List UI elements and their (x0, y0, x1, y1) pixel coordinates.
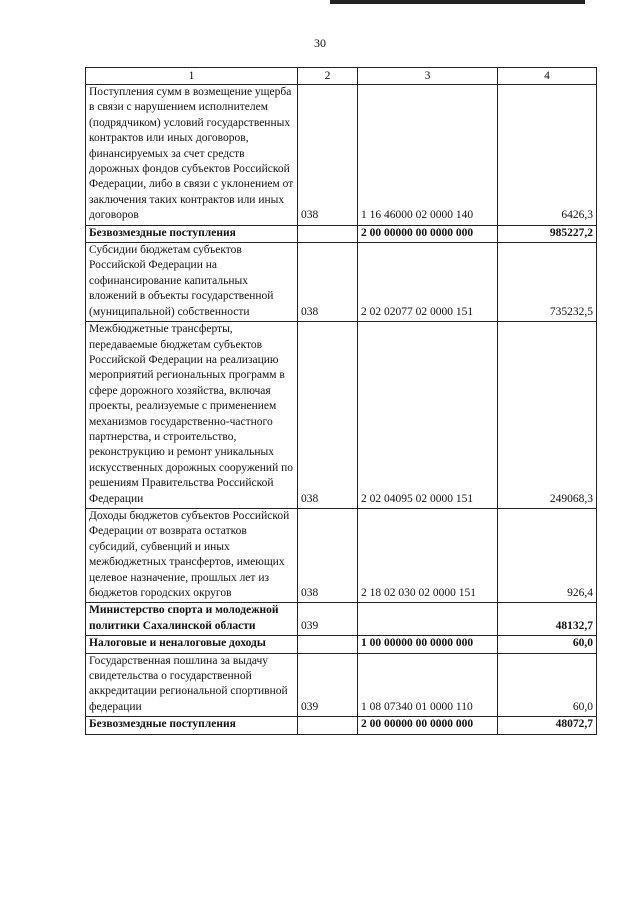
row-amount: 60,0 (498, 636, 597, 653)
row-kbk: 1 00 00000 00 0000 000 (358, 636, 498, 653)
table-row (86, 653, 597, 717)
row-kbk: 2 02 04095 02 0000 151 (358, 322, 498, 509)
row-code: 038 (298, 508, 358, 602)
row-name: Поступления сумм в возмещение ущерба в связи с нарушением исполнителем (подрядчиком) условий государственных контрактов или иных договоров, финансируемых за счет средств дорожных фондов субъектов Российской Федерации, либо в связи с уклонением от заключения таких контрактов или иных договоров (86, 85, 298, 226)
table-header-row (86, 68, 597, 85)
table-row (86, 603, 597, 636)
row-kbk: 1 16 46000 02 0000 140 (358, 85, 498, 226)
row-code (298, 717, 358, 734)
page-number: 30 (314, 36, 326, 50)
table-row (86, 225, 597, 242)
row-amount: 735232,5 (498, 243, 597, 322)
row-code: 039 (298, 603, 358, 636)
row-kbk: 2 02 02077 02 0000 151 (358, 243, 498, 322)
row-code (298, 225, 358, 242)
row-kbk: 2 18 02 030 02 0000 151 (358, 508, 498, 602)
table-row (86, 717, 597, 734)
row-code: 038 (298, 322, 358, 509)
row-amount: 48072,7 (498, 717, 597, 734)
row-kbk: 2 00 00000 00 0000 000 (358, 717, 498, 734)
row-code: 038 (298, 243, 358, 322)
row-name: Субсидии бюджетам субъектов Российской Федерации на софинансирование капитальных вложений в объекты государственной (муниципальной) собственности (86, 243, 298, 322)
row-name: Министерство спорта и молодежной политики Сахалинской области (86, 603, 298, 636)
row-code: 038 (298, 85, 358, 226)
revenue-table (85, 67, 597, 735)
row-code: 039 (298, 653, 358, 717)
row-code (298, 636, 358, 653)
row-kbk: 1 08 07340 01 0000 110 (358, 653, 498, 717)
table-row (86, 508, 597, 602)
row-name: Налоговые и неналоговые доходы (86, 636, 298, 653)
header-cell-4: 4 (498, 68, 597, 85)
row-name: Безвозмездные поступления (86, 717, 298, 734)
row-amount: 249068,3 (498, 322, 597, 509)
table-row (86, 85, 597, 226)
top-edge-bar (330, 0, 585, 4)
table-row (86, 636, 597, 653)
header-cell-2: 2 (298, 68, 358, 85)
row-kbk: 2 00 00000 00 0000 000 (358, 225, 498, 242)
row-name: Государственная пошлина за выдачу свидетельства о государственной аккредитации региональной спортивной федерации (86, 653, 298, 717)
row-amount: 60,0 (498, 653, 597, 717)
header-cell-3: 3 (358, 68, 498, 85)
row-name: Доходы бюджетов субъектов Российской Федерации от возврата остатков субсидий, субвенций и иных межбюджетных трансфертов, имеющих целевое назначение, прошлых лет из бюджетов городских округов (86, 508, 298, 602)
row-amount: 926,4 (498, 508, 597, 602)
table-row (86, 243, 597, 322)
row-name: Межбюджетные трансферты, передаваемые бюджетам субъектов Российской Федерации на реализацию мероприятий региональных программ в сфере дорожного хозяйства, включая проекты, реализуемые с применением механизмов государственно-частного партнерства, и строительство, реконструкцию и ремонт уникальных искусственных дорожных сооружений по решениям Правительства Российской Федерации (86, 322, 298, 509)
row-amount: 985227,2 (498, 225, 597, 242)
row-name: Безвозмездные поступления (86, 225, 298, 242)
row-amount: 6426,3 (498, 85, 597, 226)
table-row (86, 322, 597, 509)
row-kbk (358, 603, 498, 636)
row-amount: 48132,7 (498, 603, 597, 636)
header-cell-1: 1 (86, 68, 298, 85)
